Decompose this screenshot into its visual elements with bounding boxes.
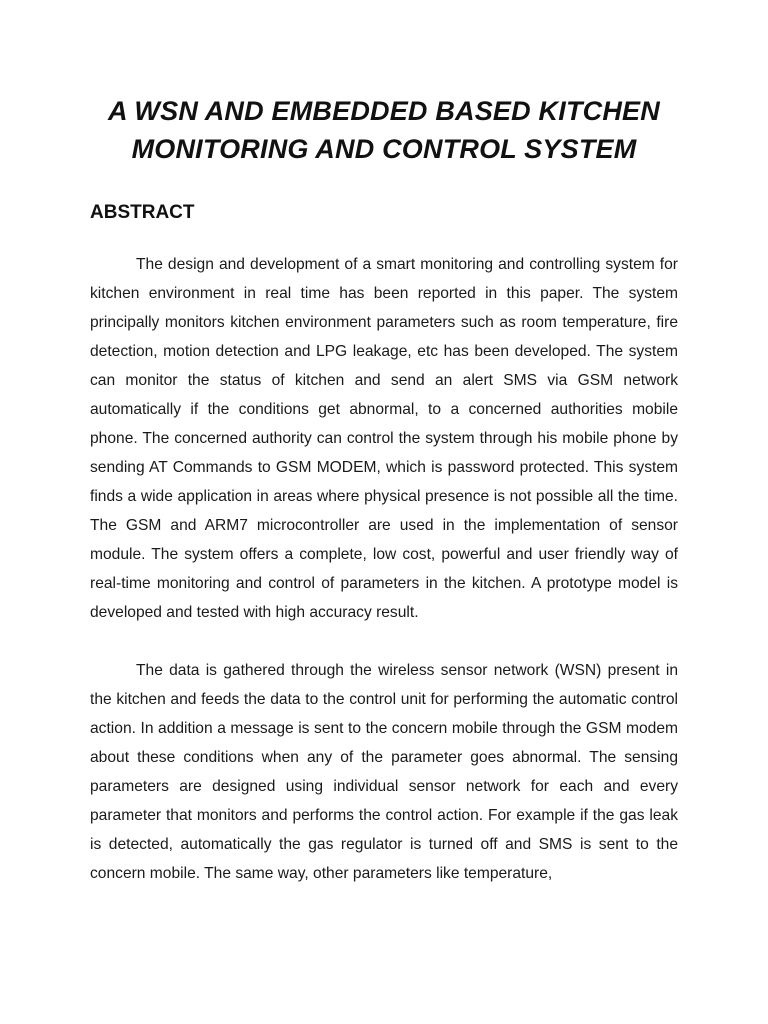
title-line-2: MONITORING AND CONTROL SYSTEM	[131, 134, 637, 164]
document-title	[90, 92, 678, 168]
abstract-paragraph-1: The design and development of a smart monitoring and controlling system for kitchen environment in real time has been reported in this paper. The system principally monitors kitchen environment parameters such as room temperature, fire detection, motion detection and LPG leakage, etc has been developed. The system can monitor the status of kitchen and send an alert SMS via GSM network automatically if the conditions get abnormal, to a concerned authorities mobile phone. The concerned authority can control the system through his mobile phone by sending AT Commands to GSM MODEM, which is password protected. This system finds a wide application in areas where physical presence is not possible all the time. The GSM and ARM7 microcontroller are used in the implementation of sensor module. The system offers a complete, low cost, powerful and user friendly way of real-time monitoring and control of parameters in the kitchen. A prototype model is developed and tested with high accuracy result.	[90, 256, 678, 621]
title-line-1: A WSN AND EMBEDDED BASED KITCHEN	[108, 96, 660, 126]
abstract-heading: ABSTRACT	[90, 202, 195, 223]
abstract-paragraph-2: The data is gathered through the wireless sensor network (WSN) present in the kitchen and feeds the data to the control unit for performing the automatic control action. In addition a message is sent to the concern mobile through the GSM modem about these conditions when any of the parameter goes abnormal. The sensing parameters are designed using individual sensor network for each and every parameter that monitors and performs the control action. For example if the gas leak is detected, automatically the gas regulator is turned off and SMS is sent to the concern mobile. The same way, other parameters like temperature,	[90, 662, 678, 882]
